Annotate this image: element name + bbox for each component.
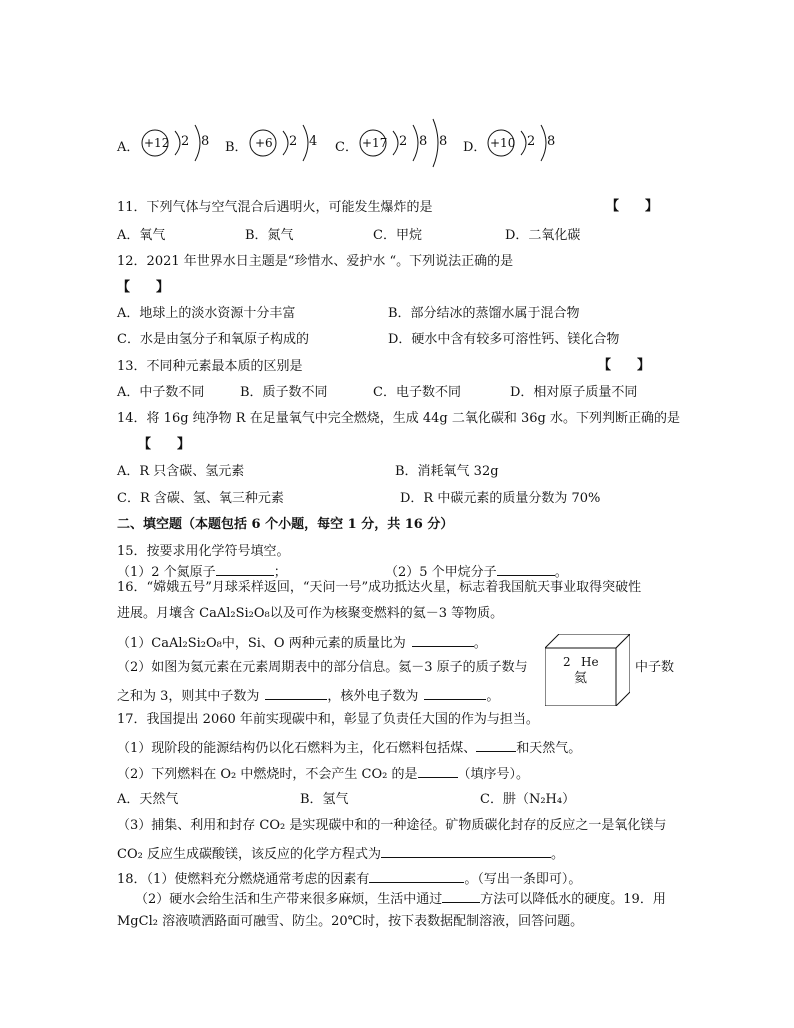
q18-line2 bbox=[135, 890, 666, 908]
q15-blank-2[interactable] bbox=[497, 563, 555, 576]
q16-line5-end: 。 bbox=[486, 689, 500, 704]
electron-shell-arc bbox=[175, 131, 180, 155]
q14-option-c: C．R 含碳、氢、氧三种元素 bbox=[117, 491, 284, 506]
q15-part2 bbox=[385, 563, 568, 581]
q16-part2-line1: （2）如图为氦元素在元素周期表中的部分信息。氦－3 原子的质子数与 bbox=[117, 660, 528, 675]
q17-part3-text: CO₂ 反应生成碳酸镁，该反应的化学方程式为 bbox=[117, 847, 381, 862]
q17-part2-text: （2）下列燃料在 O₂ 中燃烧时，不会产生 CO₂ 的是 bbox=[117, 767, 418, 782]
nucleus-charge: +12 bbox=[144, 136, 170, 150]
q18-line1-text: 18．（1）使燃料充分燃烧通常考虑的因素有 bbox=[117, 872, 370, 887]
q18-line2-end: 方法可以降低水的硬度。19．用 bbox=[480, 892, 666, 907]
q13-option-a: A．中子数不同 bbox=[117, 385, 205, 400]
q15-part1 bbox=[117, 563, 287, 581]
q17-option-c: C．肼（N₂H₄） bbox=[480, 792, 576, 807]
q15-part2-text: （2）5 个甲烷分子 bbox=[385, 565, 497, 580]
atom-option-label: D． bbox=[463, 140, 487, 155]
q17-blank-1[interactable] bbox=[476, 739, 516, 752]
q17-blank-2[interactable] bbox=[418, 765, 458, 778]
atom-option-label: A． bbox=[117, 140, 140, 155]
shell-electron-count: 8 bbox=[547, 134, 556, 149]
q12-answer-bracket: 【 】 bbox=[117, 280, 170, 295]
shell-electron-count: 2 bbox=[181, 134, 190, 149]
cube-element-name: 氦 bbox=[574, 671, 588, 686]
electron-shell-arc bbox=[283, 131, 288, 155]
q18-line2-text: （2）硬水会给生活和生产带来很多麻烦，生活中通过 bbox=[135, 892, 443, 907]
q16-blank-1[interactable] bbox=[412, 634, 474, 647]
q14-option-d: D．R 中碳元素的质量分数为 70% bbox=[400, 491, 601, 506]
q19-line: MgCl₂ 溶液喷洒路面可融雪、防尘。20℃时，按下表数据配制溶液，回答问题。 bbox=[117, 914, 584, 929]
q17-part3-line2 bbox=[117, 845, 564, 863]
q16-part1 bbox=[117, 634, 487, 652]
q17-option-b: B．氢气 bbox=[300, 792, 349, 807]
q15-stem: 15．按要求用化学符号填空。 bbox=[117, 544, 290, 559]
nucleus-charge: +6 bbox=[255, 136, 273, 150]
atom-option-label: B． bbox=[225, 140, 248, 155]
q12-option-d: D．硬水中含有较多可溶性钙、镁化合物 bbox=[388, 332, 620, 347]
q13-option-d: D．相对原子质量不同 bbox=[510, 385, 638, 400]
q17-part1 bbox=[117, 739, 581, 757]
q17-part1-text: （1）现阶段的能源结构仍以化石燃料为主，化石燃料包括煤、 bbox=[117, 741, 477, 756]
helium-element-cube bbox=[545, 634, 630, 706]
q17-part3-line1: （3）捕集、利用和封存 CO₂ 是实现碳中和的一种途径。矿物质碳化封存的反应之一是氧化镁与 bbox=[117, 818, 667, 833]
q12-option-c: C．水是由氢分子和氧原子构成的 bbox=[117, 332, 309, 347]
q17-option-a: A．天然气 bbox=[117, 792, 179, 807]
cube-outline bbox=[545, 634, 630, 706]
q16-part1-end: 。 bbox=[473, 636, 487, 651]
q17-blank-3[interactable] bbox=[381, 845, 551, 858]
q13-option-b: B．质子数不同 bbox=[240, 385, 328, 400]
electron-shell-arc bbox=[541, 125, 546, 161]
q16-part2-tail: 中子数 bbox=[635, 660, 675, 675]
section-2-title: 二、填空题（本题包括 6 个小题，每空 1 分，共 16 分） bbox=[117, 517, 454, 532]
q16-line2: 进展。月壤含 CaAl₂Si₂O₈以及可作为核聚变燃料的氦－3 等物质。 bbox=[117, 606, 504, 621]
shell-electron-count: 8 bbox=[439, 134, 448, 149]
electron-shell-arc bbox=[303, 125, 308, 161]
q14-option-a: A．R 只含碳、氢元素 bbox=[117, 464, 245, 479]
q16-part2-line2 bbox=[117, 687, 499, 705]
q17-stem: 17．我国提出 2060 年前实现碳中和，彰显了负责任大国的作为与担当。 bbox=[117, 712, 539, 727]
q15-part1-text: （1）2 个氮原子 bbox=[117, 565, 216, 580]
cube-atomic-number: 2 bbox=[563, 655, 571, 669]
shell-electron-count: 2 bbox=[399, 134, 408, 149]
q16-line1: 16．“嫦娥五号”月球采样返回，“天问一号”成功抵达火星，标志着我国航天事业取得突破性 bbox=[117, 580, 642, 595]
q17-part3-end: 。 bbox=[550, 847, 564, 862]
q12-option-a: A．地球上的淡水资源十分丰富 bbox=[117, 306, 296, 321]
electron-shell-arc bbox=[393, 131, 398, 155]
electron-shell-arc bbox=[195, 125, 200, 161]
q17-part1-end: 和天然气。 bbox=[516, 741, 582, 756]
q11-stem: 11．下列气体与空气混合后遇明火，可能发生爆炸的是 bbox=[117, 200, 433, 215]
nucleus-charge: +10 bbox=[490, 136, 516, 150]
q17-part2 bbox=[117, 765, 529, 783]
q11-answer-bracket: 【 】 bbox=[606, 199, 659, 214]
q16-blank-3[interactable] bbox=[424, 687, 486, 700]
q13-stem: 13．不同种元素最本质的区别是 bbox=[117, 359, 303, 374]
shell-electron-count: 2 bbox=[527, 134, 536, 149]
q11-option-d: D．二氧化碳 bbox=[505, 228, 581, 243]
q16-line5-text: 之和为 3，则其中子数为 bbox=[117, 689, 260, 704]
q15-blank-1[interactable] bbox=[216, 563, 274, 576]
q12-option-b: B．部分结冰的蒸馏水属于混合物 bbox=[388, 306, 580, 321]
q15-part1-end: ； bbox=[273, 565, 287, 580]
q18-blank-2[interactable] bbox=[442, 890, 480, 903]
q18-line1-end: 。（写出一条即可）。 bbox=[464, 872, 582, 887]
electron-shell-arc bbox=[433, 119, 438, 167]
q15-part2-end: 。 bbox=[554, 565, 568, 580]
q17-part2-end: （填序号）。 bbox=[457, 767, 530, 782]
q14-option-b: B．消耗氧气 32g bbox=[395, 464, 499, 479]
shell-electron-count: 2 bbox=[289, 134, 298, 149]
q11-option-b: B．氮气 bbox=[245, 228, 294, 243]
q13-option-c: C．电子数不同 bbox=[373, 385, 461, 400]
shell-electron-count: 4 bbox=[309, 134, 318, 149]
q14-stem: 14．将 16g 纯净物 R 在足量氧气中完全燃烧，生成 44g 二氧化碳和 36g 水。下列判断正确的是 bbox=[117, 411, 680, 426]
q18-line1 bbox=[117, 870, 581, 888]
cube-element-symbol: He bbox=[581, 655, 599, 669]
q11-option-a: A．氧气 bbox=[117, 228, 166, 243]
q16-part1-text: （1）CaAl₂Si₂O₈中，Si、O 两种元素的质量比为 bbox=[117, 636, 406, 651]
q11-option-c: C．甲烷 bbox=[373, 228, 422, 243]
shell-electron-count: 8 bbox=[201, 134, 210, 149]
electron-shell-arc bbox=[413, 125, 418, 161]
q14-answer-bracket: 【 】 bbox=[138, 437, 191, 452]
shell-electron-count: 8 bbox=[419, 134, 428, 149]
nucleus-charge: +17 bbox=[362, 136, 388, 150]
q16-line5-mid: ，核外电子数为 bbox=[327, 689, 419, 704]
q16-blank-2[interactable] bbox=[265, 687, 327, 700]
electron-shell-arc bbox=[521, 131, 526, 155]
atom-option-label: C． bbox=[335, 140, 358, 155]
q18-blank-1[interactable] bbox=[369, 870, 464, 883]
q13-answer-bracket: 【 】 bbox=[598, 358, 651, 373]
q12-stem: 12．2021 年世界水日主题是“珍惜水、爱护水 “。下列说法正确的是 bbox=[117, 254, 514, 269]
